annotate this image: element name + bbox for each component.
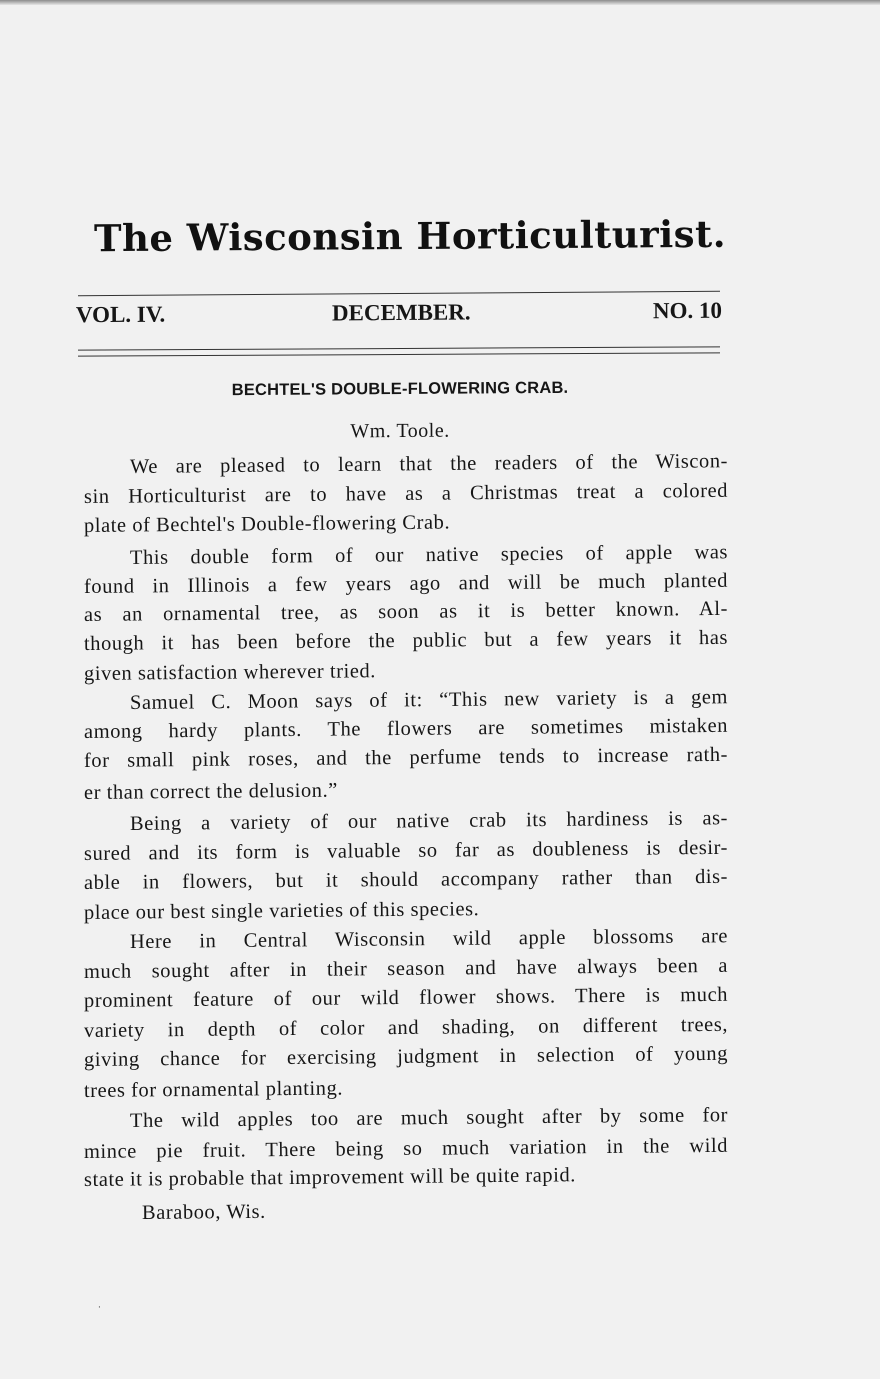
text-line: We are pleased to learn that the readers of the Wiscon- — [129, 450, 729, 478]
article-author: Wm. Toole. — [350, 419, 450, 443]
month-label: DECEMBER. — [331, 299, 471, 326]
issue-number: NO. 10 — [652, 297, 723, 324]
text-line: Here in Central Wisconsin wild apple blossoms are — [129, 925, 729, 953]
issue-line — [76, 298, 724, 337]
text-line: The wild apples too are much sought after by some for — [129, 1104, 729, 1132]
print-speck: · — [98, 1303, 101, 1313]
text-line: sin Horticulturist are to have as a Christmas treat a colored — [83, 479, 729, 508]
text-line: mince pie fruit. There being so much variation in the wild — [83, 1134, 729, 1163]
text-line: giving chance for exercising judgment in selection of young — [83, 1042, 729, 1071]
article-title: BECHTEL'S DOUBLE-FLOWERING CRAB. — [231, 378, 569, 400]
text-line: trees for ornamental planting. — [83, 1077, 344, 1102]
double-rule-bottom — [78, 352, 720, 356]
text-line: place our best single varieties of this species. — [83, 898, 480, 924]
masthead-title: The Wisconsin Horticulturist. — [93, 211, 727, 261]
text-line: given satisfaction wherever tried. — [83, 660, 377, 685]
text-line: able in flowers, but it should accompany rather than dis- — [83, 865, 729, 894]
text-line: Samuel C. Moon says of it: “This new variety is a gem — [129, 686, 729, 714]
double-rule-top — [78, 346, 720, 350]
text-line: as an ornamental tree, as soon as it is better known. Al- — [83, 597, 729, 626]
text-line: variety in depth of color and shading, on different trees, — [83, 1013, 729, 1042]
text-line: for small pink roses, and the perfume tends to increase rath- — [83, 743, 729, 772]
text-line: found in Illinois a few years ago and will be much planted — [83, 569, 729, 598]
text-line: er than correct the delusion.” — [83, 779, 338, 804]
masthead-rule — [78, 291, 720, 296]
text-line: state it is probable that improvement will be quite rapid. — [83, 1164, 576, 1191]
text-line: among hardy plants. The flowers are sometimes mistaken — [83, 714, 729, 743]
text-line: This double form of our native species of apple was — [129, 541, 729, 569]
text-line: much sought after in their season and have always been a — [83, 954, 729, 983]
text-line: prominent feature of our wild flower shows. There is much — [83, 983, 729, 1012]
text-line: plate of Bechtel's Double-flowering Crab. — [83, 511, 451, 537]
volume-label: VOL. IV. — [75, 301, 166, 328]
signature-place: Baraboo, Wis. — [141, 1200, 266, 1224]
text-line: though it has been before the public but a few years it has — [83, 626, 729, 655]
text-line: Being a variety of our native crab its hardiness is as- — [129, 807, 729, 835]
text-line: sured and its form is valuable so far as doubleness is desir- — [83, 836, 729, 865]
